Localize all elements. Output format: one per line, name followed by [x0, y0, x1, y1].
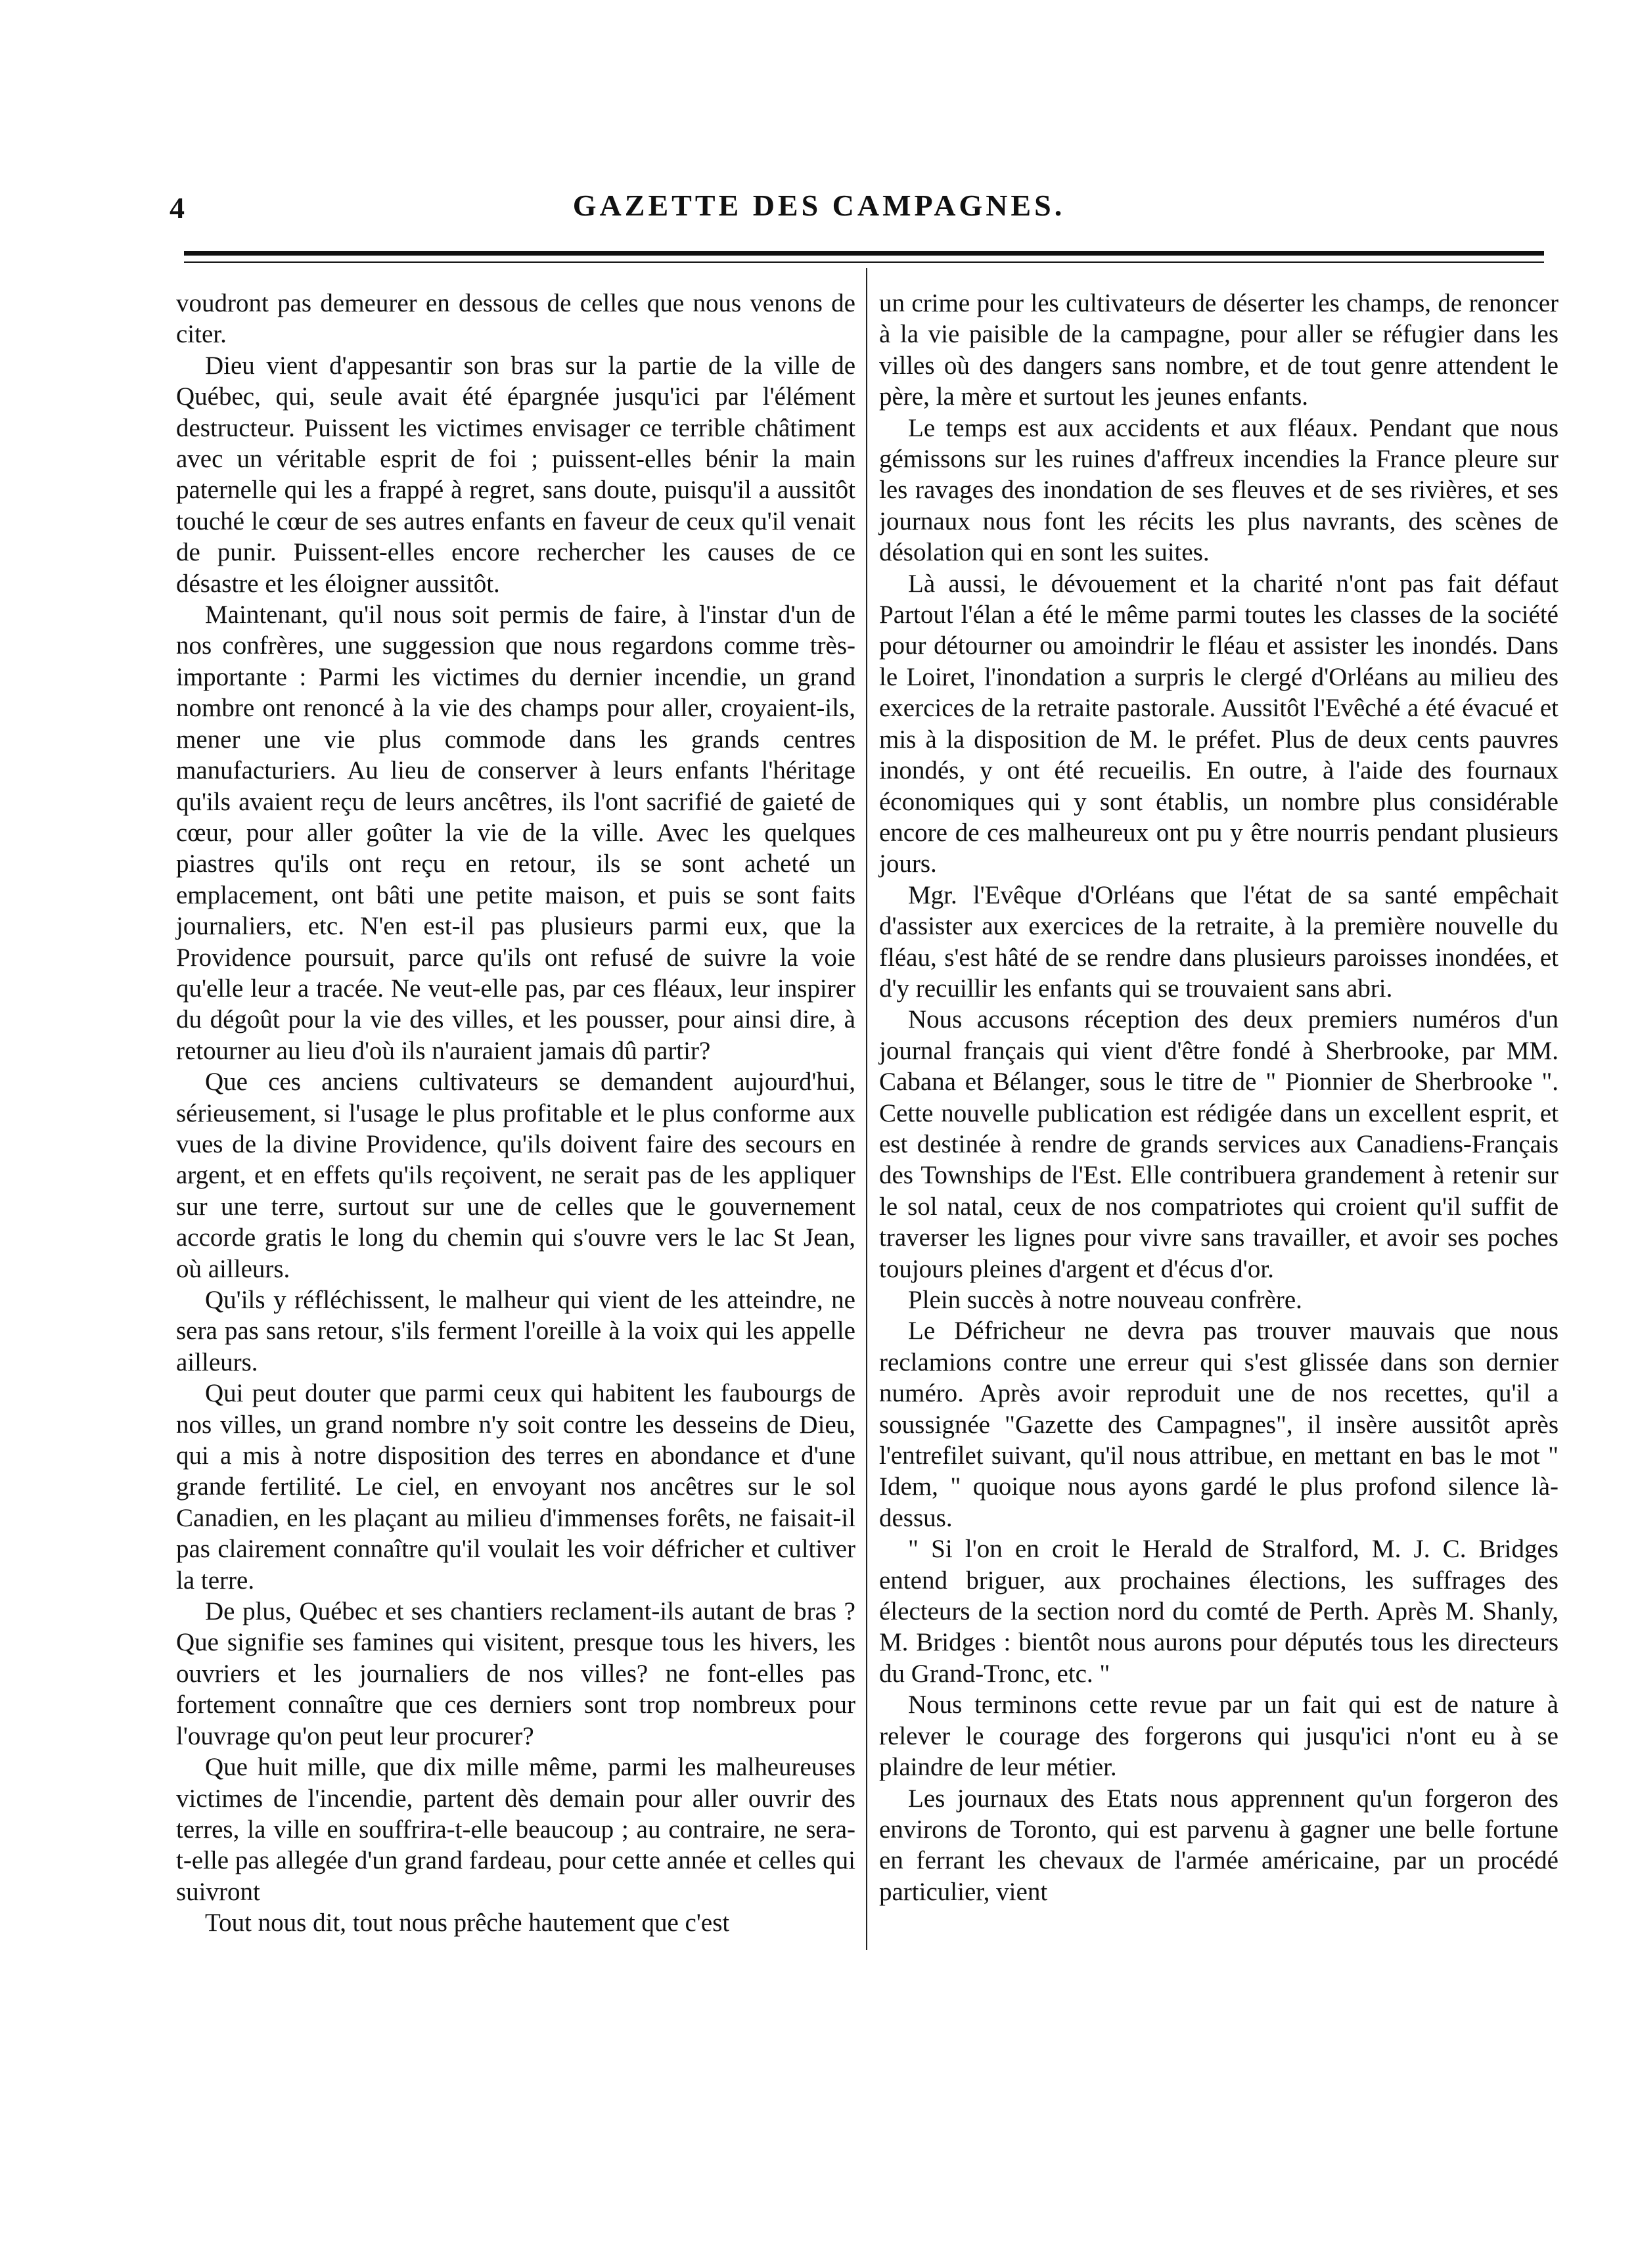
paragraph: Le Défricheur ne devra pas trouver mauvais que nous reclamions contre une erreur qui s'est glissée dans son dernier numéro. Après avoir reproduit une de nos recettes, qu'il a soussignée "Gazette des Campagnes", il insère aussitôt après l'entrefilet suivant, qu'il nous attribue, en mettant en bas le mot " Idem, " quoique nous ayons gardé le plus profond silence là-dessus. — [879, 1317, 1558, 1532]
page-number: 4 — [170, 191, 185, 225]
paragraph: Que huit mille, que dix mille même, parmi les malheureuses victimes de l'incendie, partent dès demain pour aller ouvrir des terres, la ville en souffrira-t-elle beaucoup ; au contraire, ne sera-t-elle pas allegée d'un grand fardeau, pour cette année et celles qui suivront — [176, 1753, 855, 1906]
paragraph: Que ces anciens cultivateurs se demandent aujourd'hui, sérieusement, si l'usage le plus profitable et le plus conforme aux vues de la divine Providence, qu'ils doivent faire des secours en argent, et en effets qu'ils reçoivent, ne serait pas de les appliquer sur une terre, surtout sur une de celles que le gouvernement accorde gratis le long du chemin qui s'ouvre vers le lac St Jean, où ailleurs. — [176, 1068, 855, 1283]
paragraph: Maintenant, qu'il nous soit permis de faire, à l'instar d'un de nos confrères, une suggession que nous regardons comme très-importante : Parmi les victimes du dernier incendie, un grand nombre ont renoncé à la vie des champs pour aller, croyaient-ils, mener une vie plus commode dans les grands centres manufacturiers. Au lieu de conserver à leurs enfants l'héritage qu'ils avaient reçu de leurs ancêtres, ils l'ont sacrifié de gaieté de cœur, pour aller goûter la vie de la ville. Avec les quelques piastres qu'ils ont reçu en retour, ils se sont acheté un emplacement, ont bâti une petite maison, et puis se sont faits journaliers, etc. N'en est-il pas plusieurs parmi eux, que la Providence poursuit, parce qu'ils ont refusé de suivre la voie qu'elle leur a tracée. Ne veut-elle pas, par ces fléaux, leur inspirer du dégoût pour la vie des villes, et les pousser, pour ainsi dire, à retourner au lieu d'où ils n'auraient jamais dû partir? — [176, 601, 855, 1065]
paragraph: Qui peut douter que parmi ceux qui habitent les faubourgs de nos villes, un grand nombre n'y soit contre les desseins de Dieu, qui a mis à notre disposition des terres en abondance et d'une grande fertilité. Le ciel, en envoyant nos ancêtres sur le sol Canadien, en les plaçant au milieu d'immenses forêts, ne faisait-il pas clairement connaître qu'il voulait les voir défricher et cultiver la terre. — [176, 1379, 855, 1595]
paragraph: Nous accusons réception des deux premiers numéros d'un journal français qui vient d'être fondé à Sherbrooke, par MM. Cabana et Bélanger, sous le titre de " Pionnier de Sherbrooke ". Cette nouvelle publication est rédigée dans un excellent esprit, et est destinée à rendre de grands services aux Canadiens-Français des Townships de l'Est. Elle contribuera grandement à retenir sur le sol natal, ceux de nos compatriotes qui croient qu'il suffit de traverser les lignes pour vivre sans travailler, et avoir ses poches toujours pleines d'argent et d'écus d'or. — [879, 1005, 1558, 1283]
left-column — [176, 288, 855, 1939]
paragraph: " Si l'on en croit le Herald de Stralford, M. J. C. Bridges entend briguer, aux prochaines élections, les suffrages des électeurs de la section nord du comté de Perth. Après M. Shanly, M. Bridges : bientôt nous aurons pour députés tous les directeurs du Grand-Tronc, etc. " — [879, 1535, 1558, 1688]
paragraph: Mgr. l'Evêque d'Orléans que l'état de sa santé empêchait d'assister aux exercices de la retraite, à la première nouvelle du fléau, s'est hâté de se rendre dans plusieurs paroisses inondées, et d'y recuillir les enfants qui se trouvaient sans abri. — [879, 880, 1558, 1003]
paragraph: Plein succès à notre nouveau confrère. — [908, 1286, 1302, 1314]
paragraph: voudront pas demeurer en dessous de celles que nous venons de citer. — [176, 289, 855, 349]
paragraph: Le temps est aux accidents et aux fléaux. Pendant que nous gémissons sur les ruines d'affreux incendies la France pleure sur les ravages des inondation de ses fleuves et de ses rivières, et ses journaux nous font les récits les plus navrants, des scènes de désolation qui en sont les suites. — [879, 413, 1558, 567]
paragraph: Tout nous dit, tout nous prêche hautement que c'est — [205, 1909, 730, 1938]
right-column — [879, 288, 1558, 1907]
paragraph: Dieu vient d'appesantir son bras sur la partie de la ville de Québec, qui, seule avait été épargnée jusqu'ici par l'élément destructeur. Puissent les victimes envisager ce terrible châtiment avec un véritable esprit de foi ; puissent-elles bénir la main paternelle qui les a frappé à regret, sans doute, puisqu'il a aussitôt touché le cœur de ses autres enfants en faveur de ceux qu'il venait de punir. Puissent-elles encore rechercher les causes de ce désastre et les éloigner aussitôt. — [176, 351, 855, 598]
paragraph: De plus, Québec et ses chantiers reclament-ils autant de bras ? Que signifie ses famines qui visitent, presque tous les hivers, les ouvriers et les journaliers de nos villes? ne font-elles pas fortement connaître que ces derniers sont trop nombreux pour l'ouvrage qu'on peut leur procurer? — [176, 1597, 855, 1750]
column-divider — [866, 268, 867, 1950]
paragraph: Qu'ils y réfléchissent, le malheur qui vient de les atteindre, ne sera pas sans retour, s'ils ferment l'oreille à la voix qui les appelle ailleurs. — [176, 1286, 855, 1376]
header-rule-thin — [184, 261, 1544, 263]
running-title: GAZETTE DES CAMPAGNES. — [572, 189, 1066, 222]
header-rule-thick — [184, 251, 1544, 256]
paragraph: Là aussi, le dévouement et la charité n'ont pas fait défaut Partout l'élan a été le même parmi toutes les classes de la société pour détourner ou amoindrir le fléau et assister les inondés. Dans le Loiret, l'inondation a surpris le clergé d'Orléans au milieu des exercices de la retraite pastorale. Aussitôt l'Evêché a été évacué et mis à la disposition de M. le préfet. Plus de deux cents pauvres inondés, y ont été recueilis. En outre, à l'aide des fournaux économiques qui y sont établis, un nombre plus considérable encore de ces malheureux ont pu y être nourris pendant plusieurs jours. — [879, 569, 1558, 878]
paragraph: un crime pour les cultivateurs de déserter les champs, de renoncer à la vie paisible de la campagne, pour aller se réfugier dans les villes où des dangers sans nombre, et de tout genre attendent le père, la mère et surtout les jeunes enfants. — [879, 289, 1558, 411]
paragraph: Nous terminons cette revue par un fait qui est de nature à relever le courage des forgerons qui jusqu'ici n'ont eu à se plaindre de leur métier. — [879, 1690, 1558, 1782]
paragraph: Les journaux des Etats nous apprennent qu'un forgeron des environs de Toronto, qui est parvenu à gagner une belle fortune en ferrant les chevaux de l'armée américaine, par un procédé particulier, vient — [879, 1784, 1558, 1906]
